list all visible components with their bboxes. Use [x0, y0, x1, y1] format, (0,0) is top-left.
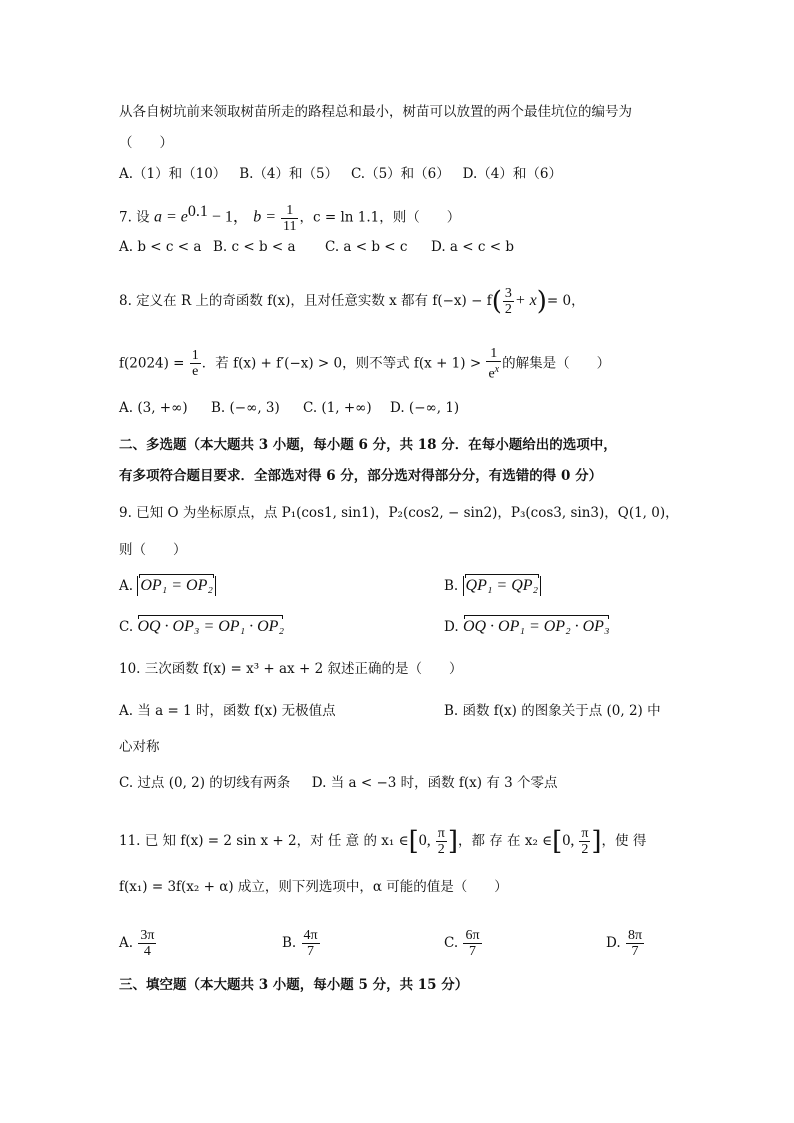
q9-option-c-expr: OQ · OP₃ = OP₁ · OP₂: [137, 618, 285, 635]
q6-stem-continuation: 从各自树坑前来领取树苗所走的路程总和最小，树苗可以放置的两个最佳坑位的编号为: [119, 104, 632, 120]
q11-stem-line1: 11. 已 知 f(x) = 2 sin x + 2，对 任 意 的 x₁ ∈[0, $\frac{\pi}{2}$ ]，都 存 在 x₂ ∈[0, $\frac{\pi}{2}$ ]，使 得: [119, 826, 647, 857]
q7-number: 7. 设: [119, 209, 150, 226]
q9-stem-line2: 则（ ）: [119, 542, 187, 558]
q11-option-a: A. $\frac{3\pi}{4}$: [119, 928, 155, 959]
q6-options: [119, 164, 562, 184]
q11-interval2-frac: $\frac{\pi}{2}$: [581, 826, 589, 857]
section3-header: 三、填空题（本大题共 3 小题，每小题 5 分，共 15 分）: [119, 977, 469, 993]
q7-option-c: C. a < b < c: [325, 239, 408, 255]
section2-header-line1: 二、多选题（本大题共 3 小题，每小题 6 分，共 18 分．在每小题给出的选项中，: [119, 437, 617, 453]
q9-option-d-label: D.: [444, 619, 459, 635]
q8-line2-b: ．若 f(x) + f′(−x) > 0，则不等式 f(x + 1) >: [201, 355, 486, 372]
q7-c-def: ，c = ln 1.1，则（ ）: [299, 209, 461, 226]
q9-option-a-expr: OP₁ = OP₂: [137, 576, 216, 596]
q7-a-def: a = e: [153, 208, 188, 226]
section2-header-line2: 有多项符合题目要求．全部选对得 6 分，部分选对得部分分，有选错的得 0 分）: [119, 468, 603, 484]
q6-option-c: C.（5）和（6）: [350, 166, 450, 182]
q11-option-b: B. $\frac{4\pi}{7}$: [282, 928, 318, 959]
q7-stem: [119, 202, 460, 234]
q10-option-a: A. 当 a = 1 时，函数 f(x) 无极值点: [119, 703, 336, 719]
q8-line2-a: f(2024) =: [119, 355, 189, 372]
q6-option-a: A.（1）和（10）: [119, 166, 227, 182]
q9-option-b-label: B.: [444, 578, 459, 594]
q7-b-frac: $\frac{1}{11}$: [283, 202, 297, 234]
q8-frac-1-ex: $\frac{1}{e^x}$: [488, 346, 500, 382]
q6-option-d: D.（4）和（6）: [462, 166, 562, 182]
q9-stem-line1: 9. 已知 O 为坐标原点，点 P₁(cos1, sin1)，P₂(cos2, − sin2)，P₃(cos3, sin3)，Q(1, 0)，: [119, 505, 679, 521]
q8-line1-a: 8. 定义在 R 上的奇函数 f(x)，且对任意实数 x 都有 f(−x) − f: [119, 293, 492, 309]
q7-a-exp: 0.1: [187, 203, 208, 220]
q6-answer-paren: （ ）: [119, 135, 173, 151]
q10-option-b: B. 函数 f(x) 的图象关于点 (0, 2) 中: [444, 703, 661, 719]
q9-option-b: [444, 576, 541, 596]
q11-interval2-left: 0,: [562, 832, 579, 849]
q10-stem: 10. 三次函数 f(x) = x³ + ax + 2 叙述正确的是（ ）: [119, 661, 463, 677]
q7-option-b: B. c < b < a: [213, 239, 296, 255]
q11-line1-c: ，使 得: [601, 833, 647, 849]
q11-option-c: C. $\frac{6\pi}{7}$: [444, 928, 480, 959]
q9-option-c: [119, 617, 284, 637]
q9-option-c-label: C.: [119, 619, 134, 635]
q8-frac-1-e: $\frac{1}{e}$: [191, 348, 199, 380]
q8-option-c: C. (1, +∞): [303, 400, 372, 416]
q11-interval1-frac: $\frac{\pi}{2}$: [437, 826, 445, 857]
q8-option-b: B. (−∞, 3): [211, 400, 280, 416]
q10-option-d-text: D. 当 a < −3 时，函数 f(x) 有 3 个零点: [311, 775, 558, 791]
q7-b-def: b =: [253, 208, 280, 226]
q8-line2-c: 的解集是（ ）: [502, 355, 611, 372]
q8-line1-b: + x: [514, 292, 537, 309]
q11-option-d: D. $\frac{8\pi}{7}$: [606, 928, 643, 959]
q10-option-c-text: C. 过点 (0, 2) 的切线有两条: [119, 775, 291, 791]
q9-option-d-expr: OQ · OP₁ = OP₂ · OP₃: [462, 618, 610, 635]
q8-stem-line1: 8. 定义在 R 上的奇函数 f(x)，且对任意实数 x 都有 f(−x) − f( $\frac{3}{2}$ + x)= 0，: [119, 286, 585, 317]
q9-option-b-expr: QP₁ = QP₂: [463, 576, 542, 596]
q10-option-c: [119, 773, 558, 793]
q9-option-d: [444, 617, 610, 637]
q9-option-a-label: A.: [119, 578, 134, 594]
q8-line1-c: = 0，: [546, 293, 585, 309]
q11-line1-b: ，都 存 在 x₂ ∈: [457, 833, 553, 849]
q8-option-a: A. (3, +∞): [119, 400, 188, 416]
q9-option-a: [119, 576, 216, 596]
q11-stem-line2: f(x₁) = 3f(x₂ + α) 成立，则下列选项中，α 可能的值是（ ）: [119, 879, 508, 895]
q7-a-rest: − 1，: [207, 208, 249, 226]
q10-option-b-continuation: 心对称: [119, 739, 160, 755]
q11-line1-a: 11. 已 知 f(x) = 2 sin x + 2，对 任 意 的 x₁ ∈: [119, 833, 409, 849]
q11-interval1-left: 0,: [418, 832, 435, 849]
q8-option-d: D. (−∞, 1): [390, 400, 460, 416]
q7-option-d: D. a < c < b: [431, 239, 514, 255]
q7-option-a: A. b < c < a: [119, 239, 202, 255]
q6-option-b: B.（4）和（5）: [239, 166, 339, 182]
q8-frac-3-2: $\frac{3}{2}$: [504, 286, 512, 317]
q8-stem-line2: [119, 346, 610, 382]
